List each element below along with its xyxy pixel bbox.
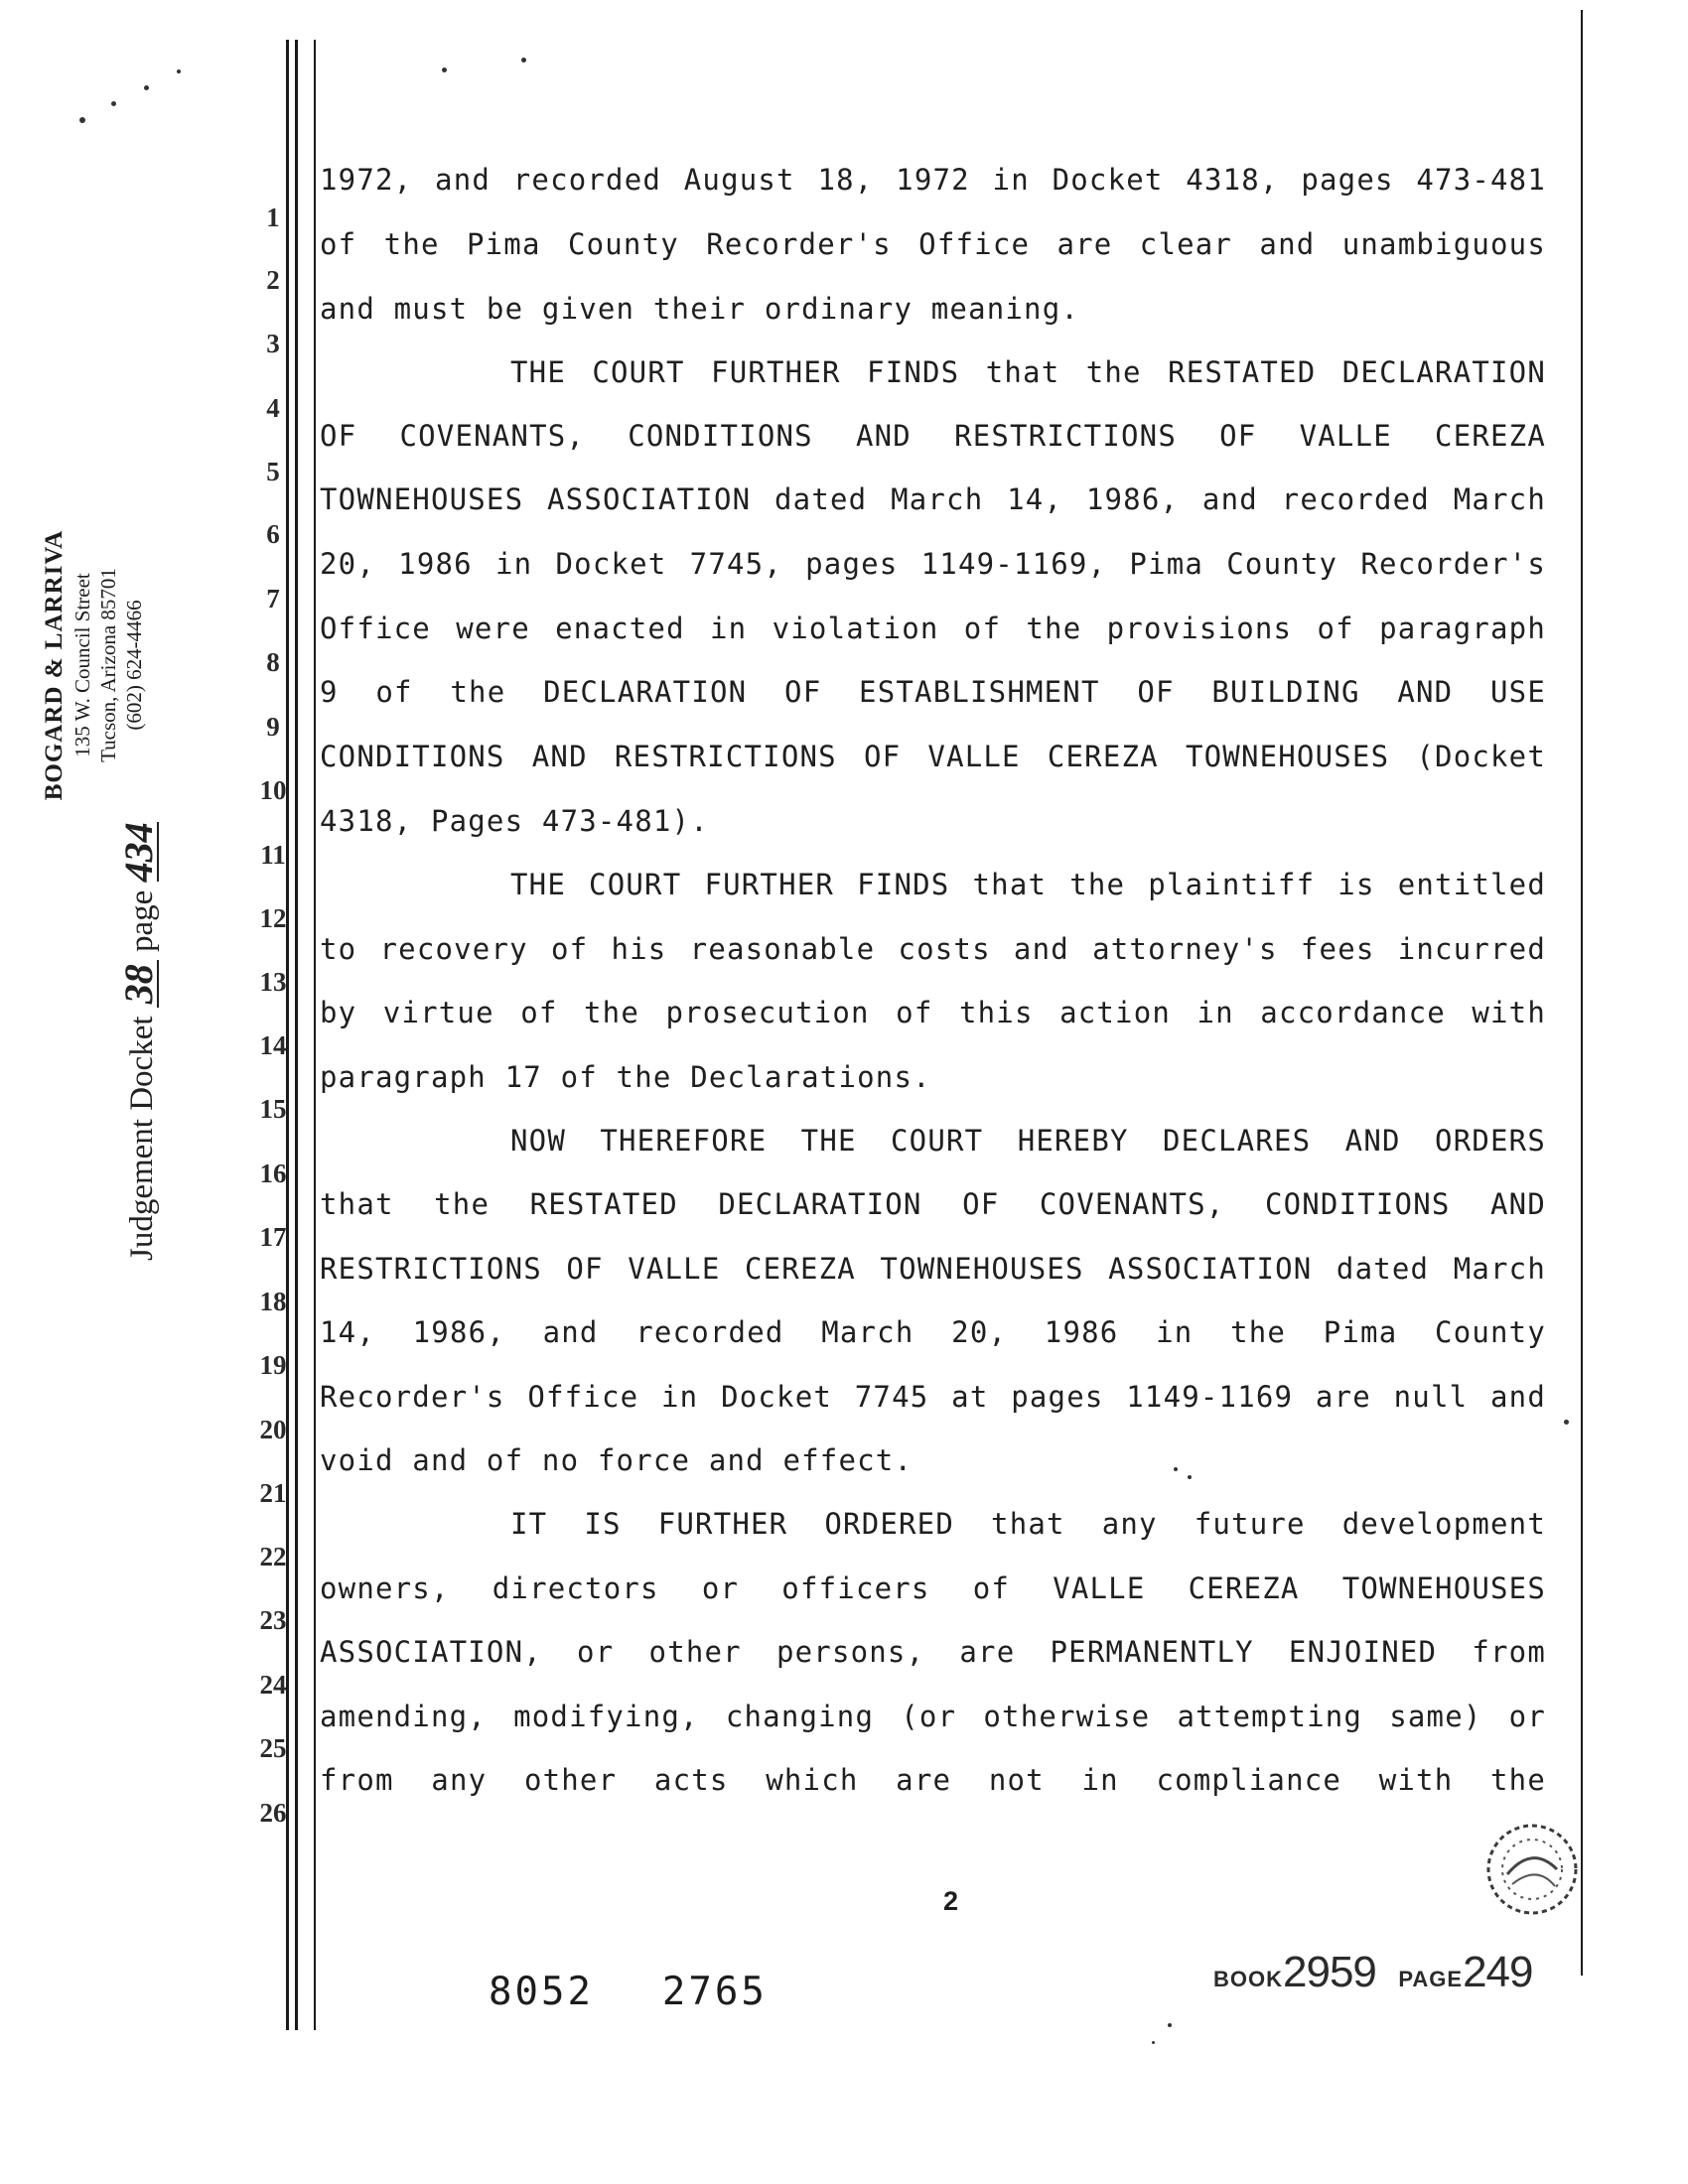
line-number: 25	[259, 1733, 287, 1763]
body-line: paragraph 17 of the Declarations.	[320, 1060, 931, 1094]
book-page-stamp	[1213, 1948, 1532, 1997]
body-line: that the RESTATED DECLARATION OF COVENANTS, CONDITIONS AND	[320, 1187, 1546, 1221]
body-line: void and of no force and effect.	[320, 1443, 914, 1477]
line-number: 20	[259, 1415, 287, 1444]
law-firm-name: BOGARD & LARRIVA	[41, 529, 68, 801]
judgement-docket-label: Judgement Docket	[124, 1016, 160, 1261]
line-number: 5	[266, 457, 280, 486]
line-number: 7	[266, 584, 280, 614]
scan-speck	[1174, 1467, 1178, 1471]
line-number: 10	[259, 775, 287, 805]
scan-speck	[1152, 2041, 1155, 2044]
body-line: IT IS FURTHER ORDERED that any future development	[510, 1507, 1546, 1541]
body-line: 20, 1986 in Docket 7745, pages 1149-1169, Pima County Recorder's	[320, 547, 1546, 581]
body-line: THE COURT FURTHER FINDS that the plaintiff is entitled	[510, 868, 1546, 901]
body-line: to recovery of his reasonable costs and attorney's fees incurred	[320, 932, 1546, 966]
scan-speck	[79, 117, 85, 123]
scan-speck	[442, 68, 447, 72]
page-stamp-label: PAGE	[1398, 1967, 1464, 1991]
body-line: 1972, and recorded August 18, 1972 in Docket 4318, pages 473-481	[320, 163, 1546, 197]
scan-speck	[177, 69, 181, 73]
line-number: 22	[259, 1542, 287, 1571]
line-number: 4	[266, 393, 280, 423]
line-number-rule	[314, 40, 316, 2030]
page-number: 2	[943, 1886, 959, 1916]
recorder-seal-icon	[1477, 1815, 1587, 1924]
line-number: 14	[259, 1030, 287, 1060]
scan-speck	[1188, 1475, 1192, 1479]
body-line: by virtue of the prosecution of this action in accordance with	[320, 996, 1546, 1029]
body-line: THE COURT FURTHER FINDS that the RESTATED DECLARATION	[510, 355, 1546, 389]
left-sidebar	[40, 278, 169, 1271]
body-line: Recorder's Office in Docket 7745 at pages 1149-1169 are null and	[320, 1380, 1546, 1414]
line-number: 2	[266, 265, 280, 295]
body-line: NOW THEREFORE THE COURT HEREBY DECLARES AND ORDERS	[510, 1124, 1546, 1158]
line-number: 18	[259, 1287, 287, 1316]
line-number: 6	[266, 519, 280, 549]
scan-speck	[144, 85, 149, 90]
line-number: 19	[259, 1350, 287, 1380]
body-line: from any other acts which are not in compliance with the	[320, 1763, 1546, 1797]
body-line: 9 of the DECLARATION OF ESTABLISHMENT OF BUILDING AND USE	[320, 675, 1546, 709]
body-line: RESTRICTIONS OF VALLE CEREZA TOWNEHOUSES ASSOCIATION dated March	[320, 1252, 1546, 1286]
line-number: 15	[259, 1094, 287, 1124]
body-line: ASSOCIATION, or other persons, are PERMANENTLY ENJOINED from	[320, 1635, 1546, 1669]
right-margin-rule	[1581, 10, 1583, 1976]
judgement-docket-stamp	[116, 822, 161, 1261]
body-line: OF COVENANTS, CONDITIONS AND RESTRICTIONS OF VALLE CEREZA	[320, 419, 1546, 453]
law-firm-street: 135 W. Council Street	[70, 573, 94, 757]
law-firm-city: Tucson, Arizona 85701	[96, 568, 120, 762]
line-number: 16	[259, 1159, 287, 1188]
body-line: Office were enacted in violation of the provisions of paragraph	[320, 612, 1546, 645]
scan-speck	[1168, 2023, 1172, 2027]
line-number: 3	[266, 329, 280, 358]
docket-number-handwritten: 38	[121, 960, 159, 1008]
book-label: BOOK	[1213, 1967, 1283, 1991]
page-value-handwritten: 434	[116, 822, 161, 883]
line-number: 13	[259, 967, 287, 997]
book-number: 2959	[1283, 1948, 1376, 1996]
line-number: 11	[260, 840, 286, 870]
scan-speck	[1564, 1420, 1569, 1425]
line-number: 26	[259, 1798, 287, 1828]
line-number: 9	[266, 712, 280, 742]
body-line: owners, directors or officers of VALLE CEREZA TOWNEHOUSES	[320, 1571, 1546, 1605]
body-line: amending, modifying, changing (or otherwise attempting same) or	[320, 1700, 1546, 1733]
left-margin-rule-inner	[295, 40, 298, 2030]
line-number: 8	[266, 647, 280, 677]
body-line: and must be given their ordinary meaning.	[320, 292, 1080, 326]
line-number: 23	[259, 1605, 287, 1635]
line-number: 24	[259, 1670, 287, 1700]
body-line: CONDITIONS AND RESTRICTIONS OF VALLE CEREZA TOWNEHOUSES (Docket	[320, 740, 1546, 773]
line-number: 17	[259, 1222, 287, 1252]
scan-speck	[111, 101, 116, 106]
recording-numbers: 8052 2765	[489, 1970, 768, 2014]
line-number: 12	[259, 903, 287, 933]
body-line: 4318, Pages 473-481).	[320, 804, 709, 838]
body-line: TOWNEHOUSES ASSOCIATION dated March 14, 1986, and recorded March	[320, 482, 1546, 516]
line-number: 21	[259, 1478, 287, 1508]
body-line: of the Pima County Recorder's Office are clear and unambiguous	[320, 227, 1546, 261]
page-stamp-number: 249	[1463, 1948, 1533, 1996]
law-firm-phone: (602) 624-4466	[122, 600, 146, 731]
body-line: 14, 1986, and recorded March 20, 1986 in the Pima County	[320, 1315, 1546, 1349]
scan-speck	[521, 58, 526, 63]
line-number: 1	[266, 203, 280, 232]
page-label: page	[124, 889, 160, 952]
